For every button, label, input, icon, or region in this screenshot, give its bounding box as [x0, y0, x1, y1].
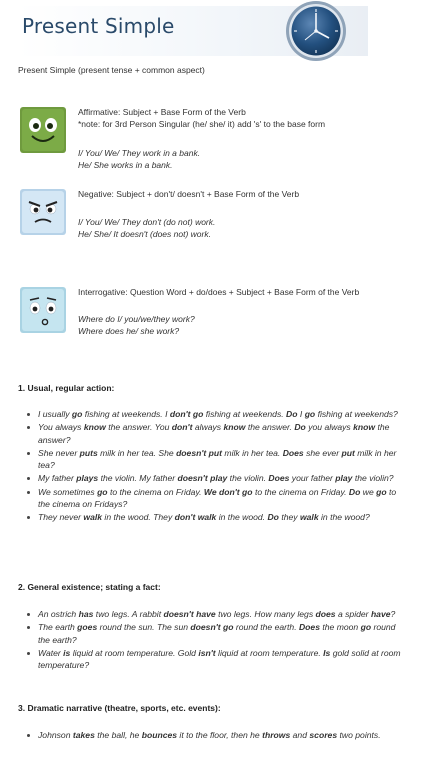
section-heading: 3. Dramatic narrative (theatre, sports, etc. events): [18, 703, 221, 713]
rule-affirmative: Affirmative: Subject + Base Form of the Verb [78, 107, 246, 117]
page-title: Present Simple [22, 14, 175, 38]
rule-negative: Negative: Subject + don't/ doesn't + Base Form of the Verb [78, 189, 300, 199]
example-line: He/ She/ It doesn't (does not) work. [78, 229, 211, 239]
worried-face-icon [20, 287, 66, 333]
example-line: Where does he/ she work? [78, 326, 180, 336]
angry-face-icon [20, 189, 66, 235]
list-item: You always know the answer. You don't always know the answer. Do you always know the answer? [38, 421, 408, 446]
example-line: I/ You/ We/ They don't (do not) work. [78, 217, 216, 227]
list-item: An ostrich has two legs. A rabbit doesn't have two legs. How many legs does a spider have? [38, 608, 408, 621]
example-line: Where do I/ you/we/they work? [78, 314, 195, 324]
rule-interrogative: Interrogative: Question Word + do/does + Subject + Base Form of the Verb [78, 287, 360, 297]
usage-list [18, 729, 408, 742]
happy-face-icon [20, 107, 66, 153]
list-item: My father plays the violin. My father doesn't play the violin. Does your father play the violin? [38, 472, 408, 485]
list-item: Johnson takes the ball, he bounces it to the floor, then he throws and scores two points. [38, 729, 408, 742]
rule-affirmative-note: *note: for 3rd Person Singular (he/ she/ it) add 's' to the base form [78, 119, 326, 129]
list-item: They never walk in the wood. They don't walk in the wood. Do they walk in the wood? [38, 511, 408, 524]
clock-icon [285, 0, 347, 62]
list-item: The earth goes round the sun. The sun doesn't go round the earth. Does the moon go round the earth? [38, 621, 408, 646]
example-line: I/ You/ We/ They work in a bank. [78, 148, 201, 158]
list-item: Water is liquid at room temperature. Gold isn't liquid at room temperature. Is gold solid at room temperature? [38, 647, 408, 672]
list-item: We sometimes go to the cinema on Friday. We don't go to the cinema on Friday. Do we go to the cinema on Fridays? [38, 486, 408, 511]
page-subtitle: Present Simple (present tense + common aspect) [18, 65, 205, 75]
list-item: I usually go fishing at weekends. I don't go fishing at weekends. Do I go fishing at weekends? [38, 408, 408, 421]
usage-list [18, 608, 408, 672]
list-item: She never puts milk in her tea. She doesn't put milk in her tea. Does she ever put milk in her tea? [38, 447, 408, 472]
example-line: He/ She works in a bank. [78, 160, 173, 170]
section-heading: 1. Usual, regular action: [18, 383, 115, 393]
usage-list [18, 408, 408, 524]
section-heading: 2. General existence; stating a fact: [18, 582, 161, 592]
